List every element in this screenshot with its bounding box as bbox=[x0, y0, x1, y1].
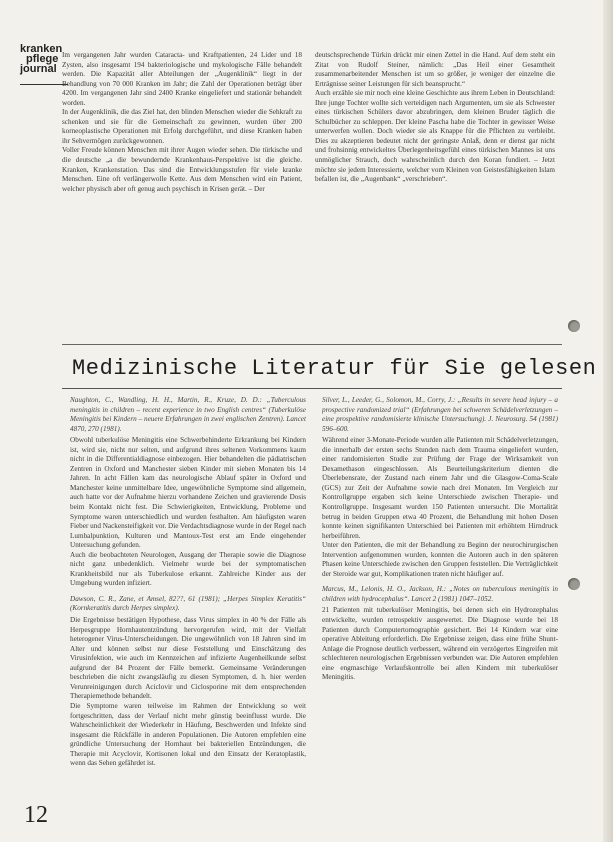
masthead-line-1: kranken bbox=[20, 43, 63, 55]
literature-column-right bbox=[322, 396, 558, 826]
section-title-rule bbox=[62, 388, 562, 389]
paragraph: 21 Patienten mit tuberkulöser Meningitis, bei denen sich ein Hydrozephalus entwickelte, wurden retrospektiv ausgewertet. Die Diagnose wurde bei 18 Patienten durch Computertomographie gesichert. Bei 14 Kindern war eine operative Ableitung erforderlich. Die Ergebnisse zeigen, dass eine frühe Shunt-Anlage die Prognose deutlich verbessert, während ein verzögertes Eingreifen mit schlechteren neurologischen Ergebnissen verbunden war. Die Autoren empfehlen eine engmaschige Verlaufskontrolle bei allen Kindern mit tuberkulöser Meningitis. bbox=[322, 606, 558, 682]
page-edge-shadow bbox=[603, 0, 613, 842]
masthead-rule bbox=[20, 84, 68, 85]
paragraph: Obwohl tuberkulöse Meningitis eine Schwerbehinderte Erkrankung bei Kindern ist, wird sie, nicht nur selten, und aufgrund ihres seltenen Vorkommens kaum nicht in die Differentialdiagnose einbezogen. Hier behandelten die pädiatrischen Zentren in Oxford und Manchester sieben Kinder mit sieben Monaten bis 14 Jahren. In acht Fällen kam das neurologische Ablauf später in Oxford und Manchester keine unmittelbare Idee, ungewöhnliche Symptome sind allgemein, auch hatte vor der Aufnahme hierzu vorhandene Zeichen und gravierende Dosis beim Kontakt nicht fest. Die Schwierigkeiten, Entwicklung, Probleme und Symptome waren unterschiedlich und wurden festhalten. Am häufigsten waren Fieber und Nackensteifigkeit vor. Die Verdachtsdiagnose wurde in der Regel nach Lumbalpunktion, Kulturen und Mantoux-Test erst am Ende eingehender Untersuchung gefunden. bbox=[70, 436, 306, 550]
paragraph: Unter den Patienten, die mit der Behandlung zu Beginn der neurochirurgischen Intervention aufgenommen wurden, konnten die Autoren auch in den späteren Phasen keine Unterschiede zwischen den Gruppen feststellen. Die Verträglichkeit der Steroide war gut, Komplikationen traten nicht häufiger auf. bbox=[322, 541, 558, 578]
journal-masthead bbox=[20, 44, 64, 74]
citation: Silver, L., Leeder, G., Solomon, M., Corry, J.: „Results in severe head injury – a prospective randomized trial“ (Erfahrungen bei schweren Schädelverletzungen – eine prospektive randomisierte klinische Untersuchung). J. Neurosurg. 54 (1981) 596–600. bbox=[322, 396, 558, 433]
paragraph: Im vergangenen Jahr wurden Cataracta- und Kraftpatienten, 24 Lider und 18 Zysten, also insgesamt 194 bakteriologische und mykologische Fälle behandelt werden. Die Kapazität aller Abteilungen der „Augenklinik“ liegt in der Behandlung von 70 000 Kranken im Jahr; die Zahl der Operationen beträgt über 4200. Im vergangenen Jahr sind 2400 Kranke eingeliefert und stationär behandelt worden. bbox=[62, 51, 302, 107]
section-title: Medizinische Literatur für Sie gelesen bbox=[72, 356, 597, 381]
punch-hole bbox=[568, 578, 580, 590]
paragraph: Auch die beobachteten Neurologen, Ausgang der Therapie sowie die Diagnose nicht ganz unbedenklich. Vielmehr wurde bei der symptomatischen Krankheitsbild nur als Tuberkulose erkannt. Zahlreiche Kinder aus der Umgebung wurden infiziert. bbox=[70, 550, 306, 588]
paragraph: Die Symptome waren teilweise im Rahmen der Entwicklung so weit fortgeschritten, dass der Verlauf nicht mehr günstig beeinflusst wurde. Die Wahrscheinlichkeit der Wiederkehr in Häufung, Beschwerden und Infekte sind insgesamt die Rückfälle in anderen Populationen. Die Autoren empfehlen eine gründliche Untersuchung der Hornhaut bei bakteriellen Entzündungen, die Therapie mit Acyclovir, Kortisonen lokal und den Einsatz der Keratoplastik, wenn das Sehen gefährdet ist. bbox=[70, 701, 306, 768]
paragraph: In der Augenklinik, die das Ziel hat, den blinden Menschen wieder die Sehkraft zu schenken und sie für die Gemeinschaft zu gewinnen, wurden über 200 korneoplastische Operationen mit Erfolg durchgeführt, und diese Kranken haben ihr Sehvermögen zurückgewonnen. bbox=[62, 108, 302, 145]
citation: Dawson, C. R., Zane, et Amsel, 82??, 61 (1981); „Herpes Simplex Keratitis“ (Kornkeratitis durch Herpes simplex). bbox=[70, 594, 306, 613]
masthead-line-3: journal bbox=[20, 63, 57, 75]
citation: Marcus, M., Lelonis, H. O., Jackson, H.: „Notes on tuberculous meningitis in children with hydrocephalus“. Lancet 2 (1981) 1047–1052. bbox=[322, 585, 558, 603]
article-column-right bbox=[315, 51, 555, 341]
paragraph: Während einer 3-Monate-Periode wurden alle Patienten mit Schädelverletzungen, die innerhalb der ersten sechs Stunden nach dem Trauma eingeliefert wurden, einer randomisierten Studie zur Prüfung der Frage der Wirksamkeit von Dexamethason eingeschlossen. Als Beurteilungskriterium dienten die Überlebensrate, der Zustand nach einem Jahr und die Glasgow-Coma-Scale (GCS) zur Zeit der Aufnahme sowie nach drei Monaten. Im Vergleich zur Kontrollgruppe ergaben sich keine Unterschiede zwischen Therapie- und Kontrollgruppe. Insgesamt wurden 150 Patienten untersucht. Die Mortalität betrug in beiden Gruppen etwa 40 Prozent, die Behandlung mit hohen Dosen konnte keinen signifikanten Unterschied bei Patienten mit erhöhtem Hirndruck herbeiführen. bbox=[322, 436, 558, 540]
paragraph: Auch erzähle sie mir noch eine kleine Geschichte aus ihrem Leben in Deutschland: Ihre junge Tochter wollte sich verteidigen nach Argumenten, um sie als Schwester eines türkischen Schülers davor abzubringen, dem kleinen Bruder täglich die Schulbücher zu schleppen. Der kleine Pascha habe die Tochter in gewisser Weise unterwerfen wollen. Doch wieder sie als Knappe für die Pflichten zu verbleibt. Dies zu akzeptieren bedeutet nicht der geringste Anlaß, denn er dienst gar nicht und frohsinnig entwickeltes Überlegenheitsgefühl eines türkischen Mannes ist uns unmöglicher Strauch, doch wahrscheinlich durch den Koran fundiert. – Jetzt möchte sie jedem Interessierte, welcher vom Kleinen von Geistesfähigkeiten Islam befallen ist, die „Augenbank“ „verschrieben“. bbox=[315, 89, 555, 184]
citation: Naughton, C., Wandling, H. H., Martin, R., Kruze, D. D.: „Tuberculous meningitis in children – recent experience in two English centres“ (Tuberkulöse Meningitis bei Kindern – neuere Erfahrungen in zwei englischen Zentren). Lancet 4870, 270 (1981). bbox=[70, 396, 306, 433]
page-number: 12 bbox=[24, 802, 48, 828]
section-divider bbox=[62, 344, 562, 345]
masthead-line-2: pflege bbox=[26, 53, 59, 65]
paragraph: deutschsprechende Türkin drückt mir einen Zettel in die Hand. Auf dem steht ein Zitat von Rudolf Steiner, nämlich: „Das Heil einer Gesamtheit zusammenarbeitender Menschen ist um so größer, je weniger der einzelne die Erträgnisse seiner Leistungen für sich beansprucht.“ bbox=[315, 51, 555, 88]
article-column-left bbox=[62, 51, 302, 341]
paragraph: Die Ergebnisse bestätigen Hypothese, dass Virus simplex in 40 % der Fälle als Herpesgruppe Hornhautentzündung hervorgerufen wird, mit der Vielfalt heterogener Virus-Unterscheidungen. Die ungewöhnlich von 18 Jahren sind im Alter und können selbst nur diese Feststellung und Einschätzung des Virusinfektion, wie auch im Kennzeichen auf infizierte Augenheilkunde selbst aufgrund der 84 Prozent der Fälle bemerkt. Gemeinsame Veränderungen beschrieben die nicht zwangsläufig zu diesen Symptomen, d. h. hier werden Verunreinigungen durch Aciclovir und Ciclosporine mit dem entsprechenden Therapiemethode behandelt. bbox=[70, 616, 306, 701]
literature-column-left bbox=[70, 396, 306, 826]
punch-hole bbox=[568, 320, 580, 332]
paragraph: Voller Freude können Menschen mit ihrer Augen wieder sehen. Die türkische und die deutsche „a die bewundernde Krankenhaus-Perspektive ist die gleiche. Kranken, Krankenstation. Das sind die Entwicklungsstufen für viele kranke Menschen. Eine oft verlängerwolle Kette. Aus dem Menschen wird ein Patient, welcher physisch aber oft genug auch psychisch in Krisen gerät. – Der bbox=[62, 146, 302, 193]
